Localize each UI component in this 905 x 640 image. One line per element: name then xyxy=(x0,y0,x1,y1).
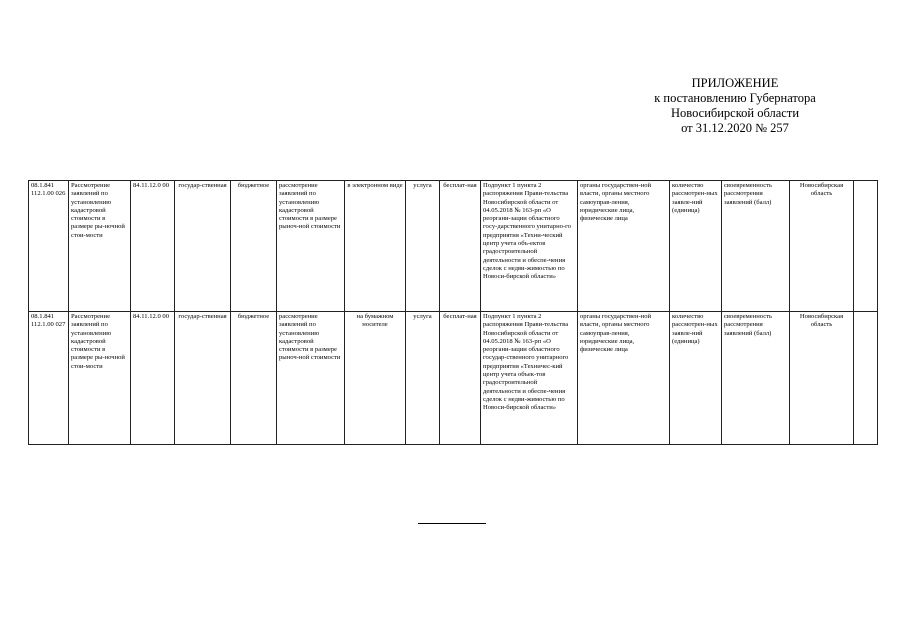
volume-indicator-cell: количество рассмотрен-ных заявле-ний (единица) xyxy=(670,312,722,445)
region-cell: Новосибирская область xyxy=(790,312,854,445)
service-content-cell: рассмотрение заявлений по установлению кадастровой стоимости в размере рыноч-ной стоимости xyxy=(277,312,345,445)
service-kind-cell: услуга xyxy=(406,312,440,445)
closing-divider xyxy=(418,523,486,524)
appendix-subtitle-line: к постановлению Губернатора xyxy=(654,91,816,105)
legal-basis-cell: Подпункт 1 пункта 2 распоряжения Прави-тельства Новосибирской области от 04.05.2018 № 163-рп «О реоргани-зации областного государ-ственного унитарного предприятия «Техничес-кий центр учета объек-тов градостроительной деятельности и обеспе-чения сделок с недви-жимостью по Новоси-бирской области» xyxy=(481,312,578,445)
services-register-table xyxy=(28,180,878,445)
table-row xyxy=(29,181,878,312)
appendix-title: ПРИЛОЖЕНИЕ xyxy=(691,76,779,90)
legal-basis-cell: Подпункт 1 пункта 2 распоряжения Прави-тельства Новосибирской области от 04.05.2018 № 163-рп «О реоргани-зации областного госу-дарственного унитарно-го предприятия «Техни-ческий центр учета объ-ектов градостроительной деятельности и обеспе-чения сделок с недви-жимостью по Новоси-бирской области» xyxy=(481,181,578,312)
quality-indicator-cell: своевременность рассмотрения заявлений (балл) xyxy=(722,312,790,445)
funding-cell: бюджетное xyxy=(231,181,277,312)
table-row xyxy=(29,312,878,445)
region-cell: Новосибирская область xyxy=(790,181,854,312)
service-name-cell: Рассмотрение заявлений по установлению кадастровой стоимости в размере ры-ночной стои-мости xyxy=(69,312,131,445)
registry-code-cell: 08.1.841 112.1.00 027 xyxy=(29,312,69,445)
appendix-header xyxy=(600,76,870,136)
service-content-cell: рассмотрение заявлений по установлению кадастровой стоимости в размере рыноч-ной стоимости xyxy=(277,181,345,312)
service-name-cell: Рассмотрение заявлений по установлению кадастровой стоимости в размере ры-ночной стои-мости xyxy=(69,181,131,312)
delivery-form-cell: на бумажном носителе xyxy=(345,312,406,445)
empty-cell xyxy=(854,181,878,312)
service-type-cell: государ-ственная xyxy=(175,181,231,312)
quality-indicator-cell: своевременность рассмотрения заявлений (балл) xyxy=(722,181,790,312)
volume-indicator-cell: количество рассмотрен-ных заявле-ний (единица) xyxy=(670,181,722,312)
okved-cell: 84.11.12.0 00 xyxy=(131,312,175,445)
service-type-cell: государ-ственная xyxy=(175,312,231,445)
registry-code-cell: 08.1.841 112.1.00 026 xyxy=(29,181,69,312)
payment-cell: бесплат-ная xyxy=(440,181,481,312)
consumers-cell: органы государствен-ной власти, органы местного самоуправ-ления, юридические лица, физические лица xyxy=(578,312,670,445)
appendix-region-line: Новосибирской области xyxy=(670,106,800,120)
appendix-date-line: от 31.12.2020 № 257 xyxy=(681,121,789,135)
service-kind-cell: услуга xyxy=(406,181,440,312)
delivery-form-cell: в электронном виде xyxy=(345,181,406,312)
okved-cell: 84.11.12.0 00 xyxy=(131,181,175,312)
payment-cell: бесплат-ная xyxy=(440,312,481,445)
empty-cell xyxy=(854,312,878,445)
funding-cell: бюджетное xyxy=(231,312,277,445)
consumers-cell: органы государствен-ной власти, органы местного самоуправ-ления, юридические лица, физические лица xyxy=(578,181,670,312)
